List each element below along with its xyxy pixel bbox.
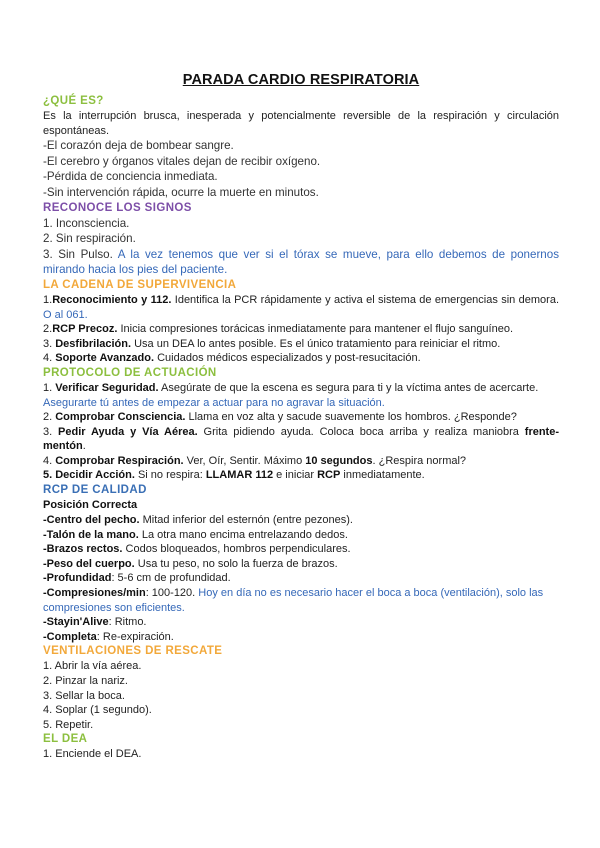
list-item [43,586,559,615]
item-note: Asegurarte tú antes de empezar a actuar para no agravar la situación. [43,396,385,409]
item-number: 1. [43,381,56,394]
item-text: Asegúrate de que la escena es segura para ti y la víctima antes de acercarte. [158,381,539,394]
item-text: Grita pidiendo ayuda. Coloca boca arriba y realiza maniobra [197,425,525,438]
item-number: 4. [43,352,56,365]
item-title: -Peso del cuerpo. [43,557,135,570]
list-item [43,630,559,645]
section-heading-cadena: LA CADENA DE SUPERVIVENCIA [43,278,237,291]
item-title: Pedir Ayuda y Vía Aérea. [58,425,198,438]
list-item [43,351,559,366]
item-text: Identifica la PCR rápidamente y activa el sistema de emergencias sin demora. [171,293,559,306]
item-text: . ¿Respira normal? [372,454,467,467]
section-heading-rcp: RCP DE CALIDAD [43,484,147,497]
item-title: -Profundidad [43,572,112,585]
list-item: 1. Abrir la vía aérea. [43,660,142,673]
item-emphasis: frente-mentón [43,425,560,453]
section-heading-ventilaciones: VENTILACIONES DE RESCATE [43,645,223,658]
list-item: -El corazón deja de bombear sangre. [43,139,234,153]
item-title: -Completa [43,630,97,643]
list-item: -Pérdida de conciencia inmediata. [43,170,218,184]
item-note: Hoy en día no es necesario hacer el boca a boca (ventilación), solo las compresiones son eficientes. [43,587,544,614]
item-text: : Re-expiración. [96,630,174,643]
item-number: 3. [43,337,56,350]
item-text: Inicia compresiones torácicas inmediatamente para mantener el flujo sanguíneo. [117,323,514,336]
item-text: : 100-120. [145,587,196,600]
item-title: -Centro del pecho. [43,514,140,527]
item-text: Codos bloqueados, hombros perpendiculares. [122,543,351,556]
list-item [43,381,559,396]
section-heading-dea: EL DEA [43,733,88,746]
list-item: 1. Inconsciencia. [43,216,130,230]
list-item [43,528,559,543]
list-item: 3. Sellar la boca. [43,689,125,702]
list-item [43,293,559,322]
item-title: -Compresiones/min [43,587,146,600]
item-title: Soporte Avanzado. [55,352,155,365]
item-title: Comprobar Respiración. [55,454,184,467]
item-title: Comprobar Consciencia. [55,411,186,424]
list-item [43,557,559,572]
item-title: Desfibrilación. [55,337,132,350]
list-item: 5. Repetir. [43,718,94,731]
list-item [43,468,559,483]
section-heading-protocolo: PROTOCOLO DE ACTUACIÓN [43,366,217,379]
list-item: -El cerebro y órganos vitales dejan de recibir oxígeno. [43,154,321,168]
list-item: 2. Sin respiración. [43,232,136,246]
section-heading-que-es: ¿QUÉ ES? [43,95,104,107]
item-text: . [82,440,86,453]
list-item [43,454,559,469]
item-title: -Talón de la mano. [43,528,139,541]
list-item: 4. Soplar (1 segundo). [43,704,152,717]
item-text: Cuidados médicos especializados y post-resucitación. [154,352,421,365]
item-text: Si no respira: [134,469,206,482]
list-item: 1. Enciende el DEA. [43,748,142,761]
item-number: 3. [43,425,59,438]
item-text: Usa un DEA lo antes posible. Es el único tratamiento para reiniciar el ritmo. [131,337,501,350]
item-text: Usa tu peso, no solo la fuerza de brazos. [134,557,338,570]
item-text: Llama en voz alta y sacude suavemente los hombros. ¿Responde? [185,411,517,424]
list-item [43,410,559,425]
item-number: 2. [43,411,56,424]
item-title: -Stayin'Alive [43,616,109,629]
pulso-note: A la vez tenemos que ver si el tórax se mueve, para ello debemos de ponernos mirando hacia los pies del paciente. [43,247,559,277]
paragraph-definition: Es la interrupción brusca, inesperada y potencialmente reversible de la respiración y circulación espontáneas. [43,110,559,137]
list-item [43,322,559,337]
item-title: -Brazos rectos. [43,543,123,556]
item-text: Mitad inferior del esternón (entre pezones). [139,514,353,527]
item-title: RCP Precoz. [52,323,118,336]
item-emphasis: 10 segundos [305,454,373,467]
list-item [43,337,559,352]
section-heading-signos: RECONOCE LOS SIGNOS [43,201,192,214]
list-item [43,513,559,528]
item-text: : Ritmo. [108,616,147,629]
item-emphasis: LLAMAR 112 [205,469,274,482]
item-title: Verificar Seguridad. [55,381,159,394]
item-text: inmediatamente. [340,469,425,482]
item-text: : 5-6 cm de profundidad. [111,572,231,585]
document-page [43,72,559,762]
item-text: La otra mano encima entrelazando dedos. [138,528,348,541]
list-item-pulso [43,247,559,278]
list-item [43,571,559,586]
item-title: Reconocimiento y 112. [52,293,172,306]
list-item [43,425,559,454]
list-item [43,615,559,630]
item-note: O al 061. [43,308,88,321]
list-item [43,542,559,557]
item-emphasis: RCP [317,469,341,482]
item-title: 5. Decidir Acción. [43,469,135,482]
page-title: PARADA CARDIO RESPIRATORIA [182,72,420,88]
subheading-posicion: Posición Correcta [43,499,138,512]
list-item: 2. Pinzar la nariz. [43,675,128,687]
list-item: -Sin intervención rápida, ocurre la muerte en minutos. [43,185,319,199]
item-number: 4. [43,454,56,467]
pulso-label: 3. Sin Pulso. [43,247,113,261]
item-text: Ver, Oír, Sentir. Máximo [183,454,306,467]
item-number: 1. [43,293,53,306]
item-text: e iniciar [273,469,318,482]
item-number: 2. [43,323,53,336]
